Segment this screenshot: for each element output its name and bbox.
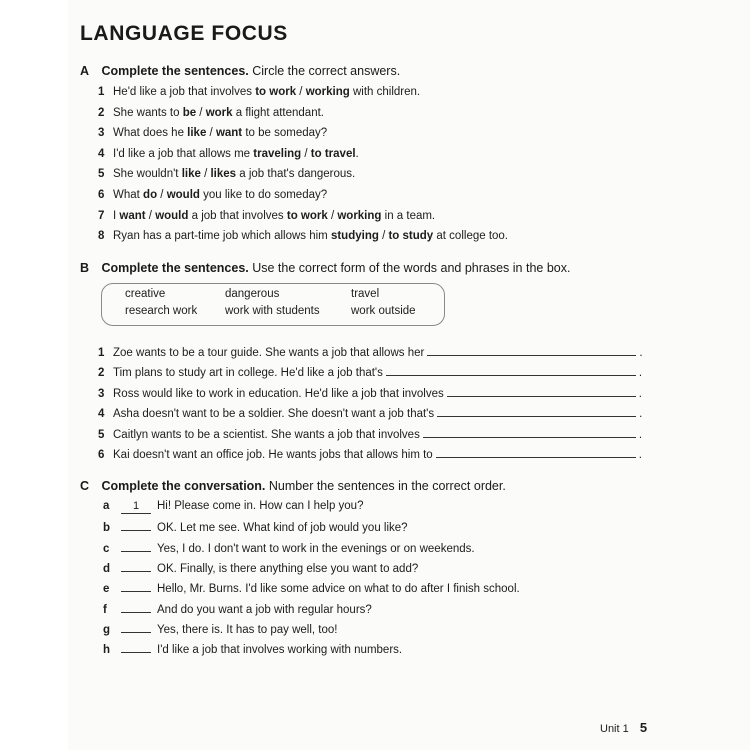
item-number: 4 (98, 147, 105, 160)
sentence-item (98, 148, 359, 160)
sentence-item (98, 210, 435, 222)
answer-option[interactable]: to work (255, 86, 297, 98)
sentence-text: Hi! Please come in. How can I help you? (157, 500, 364, 512)
sentence-item (98, 107, 324, 119)
word-box-item: travel (351, 288, 380, 300)
page-number: 5 (639, 720, 648, 735)
item-letter: g (103, 623, 111, 636)
answer-option[interactable]: to study (388, 230, 434, 243)
section-c-instruction: Complete the conversation. (101, 479, 266, 493)
conversation-item (103, 500, 363, 514)
conversation-item (103, 561, 418, 575)
section-b-instruction: Complete the sentences. (101, 261, 249, 275)
page-margin (0, 0, 68, 750)
section-b-heading (80, 261, 570, 275)
fill-in-item (98, 347, 643, 359)
sentence-text: / (206, 127, 216, 140)
sentence-text: / (378, 230, 389, 243)
conversation-item (103, 581, 520, 595)
fill-in-item (98, 429, 642, 441)
item-number: 5 (98, 428, 105, 441)
sentence-text: I'd like a job that allows me (113, 147, 254, 160)
answer-option[interactable]: to work (286, 209, 328, 222)
order-blank[interactable] (121, 541, 151, 552)
sentence-end: . (638, 387, 642, 400)
sentence-item (98, 168, 355, 180)
answer-blank[interactable] (423, 429, 636, 438)
order-blank[interactable] (121, 520, 151, 531)
item-number: 3 (98, 127, 105, 140)
sentence-text: in a team. (381, 209, 436, 222)
item-number: 4 (98, 408, 105, 421)
sentence-end: . (639, 347, 643, 359)
word-box-item: work with students (225, 305, 320, 317)
section-c-rest: Number the sentences in the correct order. (268, 479, 506, 493)
sentence-text: at college too. (433, 230, 509, 243)
item-number: 6 (98, 189, 105, 201)
sentence-text: with children. (349, 86, 421, 98)
fill-in-item (98, 367, 642, 379)
sentence-text: a job that's dangerous. (236, 168, 356, 181)
item-number: 6 (98, 449, 105, 461)
sentence-text: I (113, 209, 120, 222)
order-blank[interactable]: 1 (121, 503, 151, 514)
word-box (101, 283, 445, 326)
answer-blank[interactable] (436, 449, 636, 458)
sentence-text: . (355, 147, 359, 160)
sentence-end: . (638, 428, 643, 441)
sentence-text: / (327, 209, 338, 222)
conversation-item (103, 642, 402, 656)
answer-option[interactable]: do (143, 189, 158, 201)
sentence-text: Caitlyn wants to be a scientist. She wants a job that involves (113, 428, 420, 441)
section-a-instruction: Complete the sentences. (101, 64, 249, 78)
page-title: LANGUAGE FOCUS (80, 22, 288, 45)
sentence-item (98, 230, 508, 242)
word-box-item: work outside (351, 305, 416, 317)
sentence-item (98, 86, 420, 98)
sentence-text: What (113, 189, 144, 201)
item-number: 2 (98, 367, 105, 380)
answer-option[interactable]: want (119, 209, 146, 222)
sentence-text: Kai doesn't want an office job. He wants jobs that allows him to (113, 449, 433, 461)
sentence-text: Zoe wants to be a tour guide. She wants a job that allows her (113, 347, 425, 359)
word-box-item: creative (125, 288, 166, 300)
section-a-letter: A (80, 64, 90, 78)
answer-blank[interactable] (447, 388, 636, 397)
sentence-text: you like to do someday? (199, 189, 328, 201)
answer-option[interactable]: working (337, 209, 382, 222)
sentence-text: And do you want a job with regular hours? (157, 603, 372, 616)
section-b-rest: Use the correct form of the words and phrases in the box. (252, 261, 571, 275)
answer-option[interactable]: likes (210, 168, 237, 181)
sentence-text: OK. Let me see. What kind of job would you like? (157, 522, 408, 535)
sentence-text: / (296, 86, 306, 98)
answer-option[interactable]: like (187, 127, 207, 140)
conversation-item (103, 520, 408, 534)
sentence-text: Yes, I do. I don't want to work in the evenings or on weekends. (157, 542, 475, 555)
sentence-text: OK. Finally, is there anything else you want to add? (157, 562, 419, 575)
item-number: 3 (98, 387, 105, 400)
sentence-text: / (145, 209, 156, 222)
section-a-heading (80, 64, 400, 78)
answer-blank[interactable] (437, 408, 636, 417)
sentence-end: . (639, 408, 643, 421)
sentence-end: . (638, 449, 642, 461)
answer-blank[interactable] (386, 367, 636, 376)
sentence-text: to be someday? (242, 127, 328, 140)
page-footer (600, 720, 647, 735)
order-blank[interactable] (121, 581, 151, 592)
answer-option[interactable]: working (305, 86, 350, 98)
word-box-item: research work (125, 305, 198, 317)
item-letter: d (103, 562, 111, 575)
order-blank[interactable] (121, 642, 151, 653)
answer-option[interactable]: want (215, 127, 243, 140)
section-c-heading (80, 479, 506, 493)
item-number: 1 (98, 86, 105, 98)
sentence-text: Ryan has a part-time job which allows him (113, 230, 331, 243)
sentence-text: / (301, 147, 311, 160)
sentence-text: / (200, 168, 211, 181)
item-number: 7 (98, 209, 105, 222)
sentence-text: I'd like a job that involves working with numbers. (157, 644, 403, 657)
order-blank[interactable] (121, 602, 151, 613)
conversation-item (103, 622, 337, 636)
answer-blank[interactable] (427, 347, 636, 356)
unit-label: Unit 1 (600, 723, 629, 735)
item-number: 5 (98, 168, 105, 181)
sentence-text: a flight attendant. (232, 106, 324, 119)
item-number: 8 (98, 230, 105, 243)
conversation-item (103, 541, 475, 555)
answer-option[interactable]: like (181, 168, 201, 181)
sentence-end: . (638, 367, 643, 380)
sentence-text: Tim plans to study art in college. He'd like a job that's (113, 367, 383, 380)
item-number: 2 (98, 106, 105, 119)
item-letter: h (103, 644, 111, 657)
fill-in-item (98, 388, 642, 400)
section-a-rest: Circle the correct answers. (252, 64, 401, 78)
sentence-text: She wants to (113, 106, 183, 119)
sentence-text: She wouldn't (113, 168, 182, 181)
answer-option[interactable]: to travel (310, 147, 356, 160)
sentence-text: What does he (113, 127, 188, 140)
sentence-text: Yes, there is. It has to pay well, too! (157, 623, 338, 636)
sentence-text: Hello, Mr. Burns. I'd like some advice on what to do after I finish school. (157, 583, 520, 596)
item-number: 1 (98, 347, 105, 359)
sentence-text: / (196, 106, 206, 119)
section-c-letter: C (80, 479, 90, 493)
order-blank[interactable] (121, 622, 151, 633)
answer-option[interactable]: traveling (253, 147, 302, 160)
item-letter: c (103, 542, 110, 555)
answer-option[interactable]: studying (330, 230, 379, 243)
answer-option[interactable]: would (155, 209, 189, 222)
item-letter: f (103, 603, 107, 616)
sentence-text: Asha doesn't want to be a soldier. She doesn't want a job that's (113, 408, 435, 421)
sentence-item (98, 189, 327, 201)
conversation-item (103, 602, 372, 616)
word-box-item: dangerous (225, 288, 280, 300)
sentence-text: / (157, 189, 167, 201)
section-b-letter: B (80, 261, 90, 275)
answer-option[interactable]: would (166, 189, 200, 201)
item-letter: a (103, 500, 110, 512)
answer-option[interactable]: be (182, 106, 197, 119)
fill-in-item (98, 408, 642, 420)
sentence-text: Ross would like to work in education. He'd like a job that involves (113, 387, 444, 400)
item-letter: e (103, 583, 110, 596)
sentence-text: a job that involves (188, 209, 287, 222)
sentence-item (98, 127, 327, 139)
item-letter: b (103, 522, 111, 535)
sentence-text: He'd like a job that involves (113, 86, 256, 98)
order-blank[interactable] (121, 561, 151, 572)
fill-in-item (98, 449, 642, 461)
answer-option[interactable]: work (205, 106, 233, 119)
